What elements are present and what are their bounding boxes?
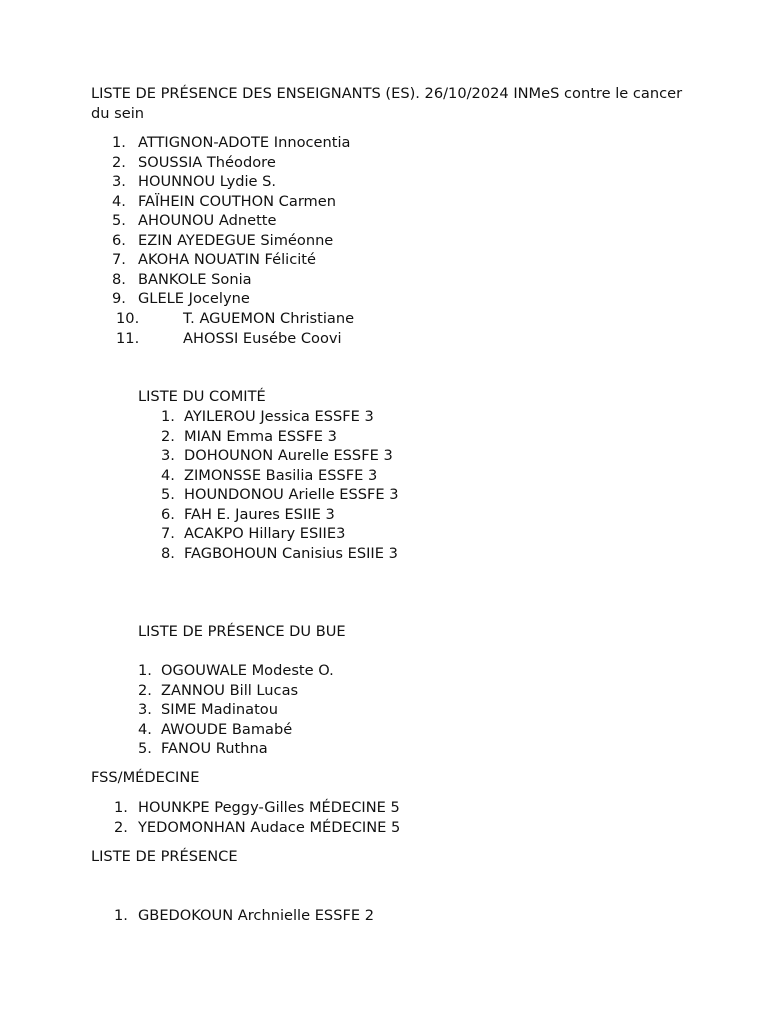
list-item-text: SIME Madinatou: [161, 701, 278, 718]
list-number: 1.: [112, 134, 126, 151]
list-number: 5.: [112, 212, 126, 229]
list-number: 5.: [138, 740, 152, 757]
list-number: 8.: [161, 544, 175, 562]
list-item-text: FAÏHEIN COUTHON Carmen: [138, 192, 337, 210]
list-number: 6.: [112, 231, 126, 249]
list-item-text: T. AGUEMON Christiane: [183, 310, 355, 327]
list-item-text: BANKOLE Sonia: [138, 270, 252, 288]
list-number: 7.: [112, 251, 126, 268]
list-item-text: MIAN Emma ESSFE 3: [184, 427, 337, 445]
list-number: 4.: [138, 720, 152, 738]
list-item-text: HOUNDONOU Arielle ESSFE 3: [184, 486, 399, 503]
list-item-text: AYILEROU Jessica ESSFE 3: [184, 408, 374, 425]
bue-heading: LISTE DE PRÉSENCE DU BUE: [138, 623, 346, 640]
list-number: 11.: [116, 329, 140, 347]
list-item-text: AWOUDE Bamabé: [161, 720, 293, 738]
list-item-text: ZIMONSSE Basilia ESSFE 3: [184, 466, 378, 484]
list-item-text: SOUSSIA Théodore: [138, 153, 276, 171]
list-number: 1.: [161, 408, 175, 425]
fss-heading: FSS/MÉDECINE: [91, 769, 200, 786]
list-number: 6.: [161, 505, 175, 523]
list-number: 3.: [161, 447, 175, 464]
list-number: 9.: [112, 290, 126, 307]
list-number: 1.: [114, 799, 128, 816]
list-number: 4.: [112, 192, 126, 210]
list-item-text: HOUNKPE Peggy-Gilles MÉDECINE 5: [138, 799, 400, 816]
list-number: 1.: [114, 907, 128, 924]
list-item-text: OGOUWALE Modeste O.: [161, 662, 334, 679]
list-item-text: ATTIGNON-ADOTE Innocentia: [138, 134, 351, 151]
list-item-text: AKOHA NOUATIN Félicité: [138, 251, 317, 268]
list-item-text: FAH E. Jaures ESIIE 3: [184, 505, 335, 523]
list-number: 10.: [116, 310, 140, 327]
list-number: 2.: [138, 681, 152, 699]
list-item-text: FANOU Ruthna: [161, 740, 268, 757]
list-item-text: FAGBOHOUN Canisius ESIIE 3: [184, 544, 398, 562]
list-item-text: HOUNNOU Lydie S.: [138, 173, 277, 190]
list-number: 8.: [112, 270, 126, 288]
committee-heading: LISTE DU COMITÉ: [138, 388, 266, 405]
list-item-text: ZANNOU Bill Lucas: [161, 681, 299, 699]
list-number: 3.: [112, 173, 126, 190]
list-item-text: AHOSSI Eusébe Coovi: [183, 329, 342, 347]
list-item-text: GLELE Jocelyne: [138, 290, 250, 307]
list-number: 3.: [138, 701, 152, 718]
presence-heading: LISTE DE PRÉSENCE: [91, 848, 238, 865]
list-item-text: DOHOUNON Aurelle ESSFE 3: [184, 447, 393, 464]
list-item-text: YEDOMONHAN Audace MÉDECINE 5: [138, 818, 401, 836]
list-number: 5.: [161, 486, 175, 503]
list-item-text: EZIN AYEDEGUE Siméonne: [138, 231, 334, 249]
list-number: 2.: [161, 427, 175, 445]
list-number: 2.: [112, 153, 126, 171]
list-number: 7.: [161, 525, 175, 542]
list-item-text: ACAKPO Hillary ESIIE3: [184, 525, 346, 542]
document-title: LISTE DE PRÉSENCE DES ENSEIGNANTS (ES). 26/10/2024 INMeS contre le cancer du sein: [91, 85, 683, 122]
list-item-text: AHOUNOU Adnette: [138, 212, 277, 229]
list-number: 4.: [161, 466, 175, 484]
list-number: 1.: [138, 662, 152, 679]
list-number: 2.: [114, 818, 128, 836]
list-item-text: GBEDOKOUN Archnielle ESSFE 2: [138, 907, 374, 924]
list-item: [112, 133, 126, 153]
